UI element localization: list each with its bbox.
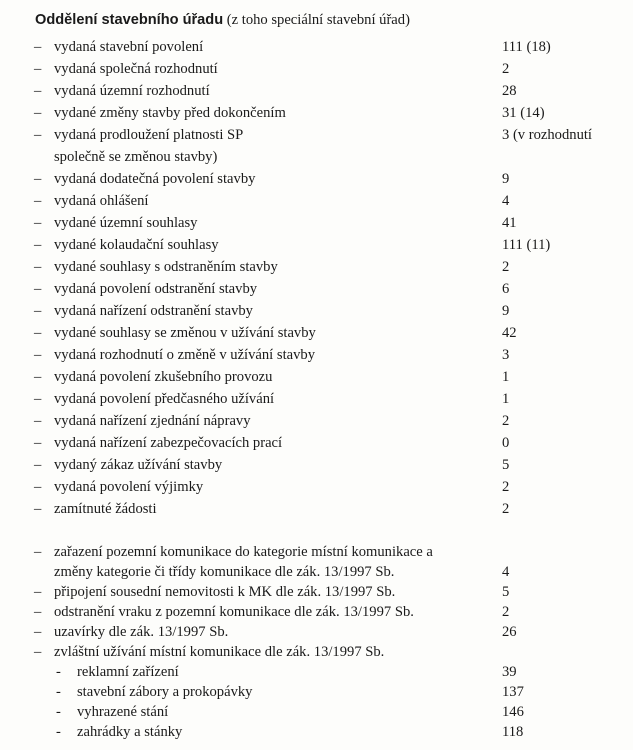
item-label: zahrádky a stánky: [77, 724, 183, 740]
list-item: [0, 192, 633, 214]
item-label: uzavírky dle zák. 13/1997 Sb.: [54, 624, 229, 640]
item-value: 111 (11): [502, 237, 551, 253]
dash-marker: –: [34, 281, 42, 297]
dash-marker: –: [34, 347, 42, 363]
list-item: [0, 126, 633, 148]
item-value: 137: [502, 684, 524, 700]
item-label: vydané územní souhlasy: [54, 215, 198, 231]
list-item: [0, 603, 633, 625]
item-label: vydaná prodloužení platnosti SP: [54, 127, 244, 143]
list-item: [0, 346, 633, 368]
item-label: vydaná povolení předčasného užívání: [54, 391, 275, 407]
item-label: vydaná územní rozhodnutí: [54, 83, 210, 99]
dash-marker: -: [56, 664, 61, 680]
item-value: 4: [502, 193, 510, 209]
item-label: stavební zábory a prokopávky: [77, 684, 253, 700]
dash-marker: -: [56, 684, 61, 700]
item-value: 2: [502, 259, 510, 275]
item-value: 1: [502, 369, 510, 385]
dash-marker: –: [34, 259, 42, 275]
item-value: 2: [502, 604, 510, 620]
section-title-note: (z toho speciální stavební úřad): [223, 12, 410, 28]
dash-marker: –: [34, 644, 42, 660]
dash-marker: –: [34, 193, 42, 209]
item-value: 9: [502, 303, 510, 319]
item-value: 0: [502, 435, 510, 451]
dash-marker: –: [34, 457, 42, 473]
list-item: [0, 412, 633, 434]
list-item: [0, 368, 633, 390]
dash-marker: -: [56, 724, 61, 740]
list-item: [0, 456, 633, 478]
sub-list-item: [0, 703, 633, 725]
dash-marker: –: [34, 369, 42, 385]
item-value: 2: [502, 61, 510, 77]
sub-list-item: [0, 723, 633, 745]
list-item: [0, 82, 633, 104]
dash-marker: –: [34, 501, 42, 517]
item-label: vydaná rozhodnutí o změně v užívání stavby: [54, 347, 315, 363]
dash-marker: –: [34, 544, 42, 560]
item-label: zamítnuté žádosti: [54, 501, 157, 517]
dash-marker: –: [34, 237, 42, 253]
list-item: [0, 170, 633, 192]
dash-marker: –: [34, 435, 42, 451]
dash-marker: –: [34, 479, 42, 495]
item-label: vydaná ohlášení: [54, 193, 149, 209]
dash-marker: –: [34, 624, 42, 640]
item-label: vydaná stavební povolení: [54, 39, 204, 55]
list-item: [0, 280, 633, 302]
list-item: [0, 214, 633, 236]
dash-marker: –: [34, 584, 42, 600]
list-item: [0, 258, 633, 280]
dash-marker: –: [34, 604, 42, 620]
dash-marker: –: [34, 39, 42, 55]
dash-marker: –: [34, 413, 42, 429]
item-value: 39: [502, 664, 517, 680]
item-label: připojení sousední nemovitosti k MK dle zák. 13/1997 Sb.: [54, 584, 396, 600]
dash-marker: –: [34, 61, 42, 77]
item-value: 2: [502, 479, 510, 495]
item-value: 111 (18): [502, 39, 551, 55]
item-label-continuation: společně se změnou stavby): [54, 149, 218, 165]
item-label: vydaná povolení zkušebního provozu: [54, 369, 273, 385]
item-label: vydaný zákaz užívání stavby: [54, 457, 223, 473]
item-value: 2: [502, 413, 510, 429]
item-label: odstranění vraku z pozemní komunikace dle zák. 13/1997 Sb.: [54, 604, 414, 620]
item-label: vydaná nařízení zabezpečovacích prací: [54, 435, 283, 451]
item-value: 118: [502, 724, 524, 740]
item-value: 31 (14): [502, 105, 545, 121]
item-value: 26: [502, 624, 517, 640]
section-heading: [35, 12, 410, 29]
item-value: 3: [502, 347, 510, 363]
dash-marker: –: [34, 171, 42, 187]
item-value: 41: [502, 215, 517, 231]
item-label: vydaná nařízení odstranění stavby: [54, 303, 253, 319]
item-value: 42: [502, 325, 517, 341]
item-label: vydané kolaudační souhlasy: [54, 237, 219, 253]
list-item: [0, 643, 633, 665]
dash-marker: –: [34, 215, 42, 231]
dash-marker: –: [34, 391, 42, 407]
item-value: 146: [502, 704, 524, 720]
item-label: vydaná povolení výjimky: [54, 479, 204, 495]
list-item: [0, 563, 633, 585]
dash-marker: –: [34, 325, 42, 341]
item-label: vydaná společná rozhodnutí: [54, 61, 218, 77]
item-value: 9: [502, 171, 510, 187]
list-item: [0, 434, 633, 456]
item-label-continuation: změny kategorie či třídy komunikace dle zák. 13/1997 Sb.: [54, 564, 395, 580]
dash-marker: –: [34, 127, 42, 143]
item-label: vydaná dodatečná povolení stavby: [54, 171, 256, 187]
list-item: [0, 543, 633, 565]
item-value: 3 (v rozhodnutí: [502, 127, 592, 143]
sub-list-item: [0, 663, 633, 685]
item-label: zařazení pozemní komunikace do kategorie místní komunikace a: [54, 544, 433, 560]
list-item: [0, 623, 633, 645]
list-item: [0, 390, 633, 412]
item-label: vydané změny stavby před dokončením: [54, 105, 286, 121]
dash-marker: –: [34, 303, 42, 319]
dash-marker: –: [34, 83, 42, 99]
item-label: zvláštní užívání místní komunikace dle zák. 13/1997 Sb.: [54, 644, 385, 660]
list-item: [0, 324, 633, 346]
item-value: 1: [502, 391, 510, 407]
list-item: [0, 60, 633, 82]
item-value: 6: [502, 281, 510, 297]
item-label: vydané souhlasy s odstraněním stavby: [54, 259, 278, 275]
item-value: 4: [502, 564, 510, 580]
item-label: vydaná nařízení zjednání nápravy: [54, 413, 251, 429]
dash-marker: –: [34, 105, 42, 121]
sub-list-item: [0, 683, 633, 705]
item-value: 5: [502, 457, 510, 473]
item-value: 5: [502, 584, 510, 600]
section-title: Oddělení stavebního úřadu: [35, 12, 224, 28]
item-value: 28: [502, 83, 517, 99]
list-item: [0, 583, 633, 605]
list-item: [0, 478, 633, 500]
item-label: reklamní zařízení: [77, 664, 179, 680]
list-item: [0, 302, 633, 324]
list-item: [0, 38, 633, 60]
list-item: [0, 104, 633, 126]
list-item: [0, 236, 633, 258]
item-label: vydaná povolení odstranění stavby: [54, 281, 258, 297]
list-item: [0, 500, 633, 522]
item-label: vyhrazené stání: [77, 704, 169, 720]
item-label: vydané souhlasy se změnou v užívání stavby: [54, 325, 316, 341]
dash-marker: -: [56, 704, 61, 720]
item-value: 2: [502, 501, 510, 517]
